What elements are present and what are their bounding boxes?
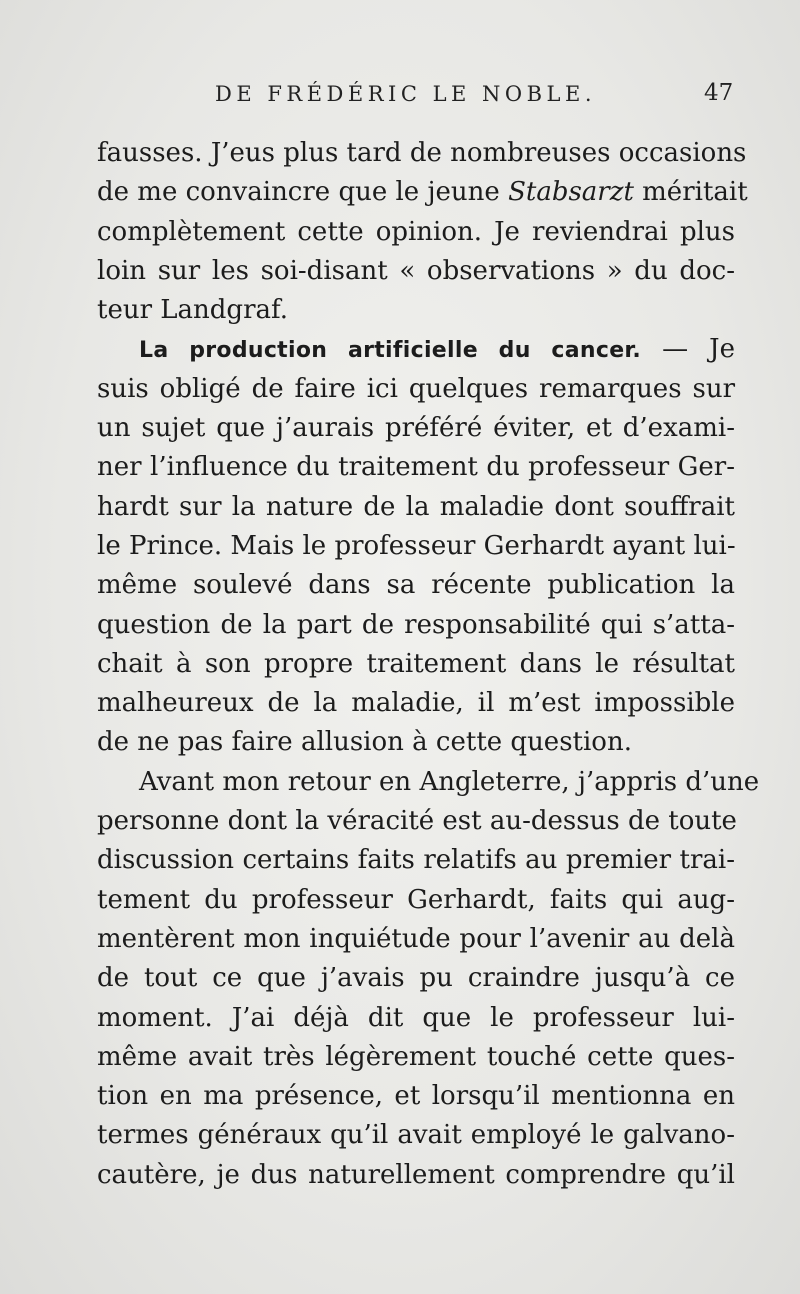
body-text	[97, 134, 760, 1195]
text-span: de me convaincre que le jeune	[97, 177, 509, 208]
text-line: de tout ce que j’avais pu craindre jusqu’à ce	[97, 963, 735, 994]
section-heading: La production artificielle du cancer.	[139, 338, 642, 364]
text-line: tion en ma présence, et lorsqu’il mentionna en	[97, 1081, 735, 1112]
text-line: de ne pas faire allusion à cette question.	[97, 727, 632, 758]
text-line: loin sur les soi-disant « observations » du doc-	[97, 255, 735, 286]
text-line: teur Landgraf.	[97, 295, 288, 326]
running-header	[0, 78, 800, 112]
text-line: termes généraux qu’il avait employé le galvano-	[97, 1120, 735, 1151]
text-line: cautère, je dus naturellement comprendre qu’il	[97, 1159, 735, 1190]
running-title: DE FRÉDÉRIC LE NOBLE.	[215, 82, 596, 106]
text-line: ner l’influence du traitement du professeur Ger-	[97, 452, 735, 483]
text-line: tement du professeur Gerhardt, faits qui aug-	[97, 884, 735, 915]
text-line: moment. J’ai déjà dit que le professeur lui-	[97, 1002, 735, 1033]
text-line: suis obligé de faire ici quelques remarques sur	[97, 373, 735, 404]
text-line: discussion certains faits relatifs au premier trai-	[97, 845, 735, 876]
text-line: hardt sur la nature de la maladie dont souffrait	[97, 491, 735, 522]
text-line: complètement cette opinion. Je reviendrai plus	[97, 216, 735, 247]
text-line: mentèrent mon inquiétude pour l’avenir au delà	[97, 923, 735, 954]
text-span: — Je	[641, 334, 735, 365]
text-line: même avait très légèrement touché cette ques-	[97, 1041, 735, 1072]
text-line: question de la part de responsabilité qui s’atta-	[97, 609, 735, 640]
text-line: le Prince. Mais le professeur Gerhardt ayant lui-	[97, 530, 736, 561]
text-line	[97, 330, 735, 369]
text-line: chait à son propre traitement dans le résultat	[97, 648, 735, 679]
text-line: même soulevé dans sa récente publication la	[97, 570, 735, 601]
text-line: malheureux de la maladie, il m’est impossible	[97, 688, 735, 719]
text-line: fausses. J’eus plus tard de nombreuses occasions	[97, 138, 747, 168]
text-line: Avant mon retour en Angleterre, j’appris d’une	[139, 766, 760, 797]
text-line: personne dont la véracité est au-dessus de toute	[97, 806, 737, 837]
text-line	[97, 173, 748, 212]
page-number: 47	[704, 80, 734, 106]
text-span: méritait	[633, 177, 748, 208]
text-line: un sujet que j’aurais préféré éviter, et d’exami-	[97, 413, 735, 444]
italic-term: Stabsarzt	[508, 177, 634, 208]
